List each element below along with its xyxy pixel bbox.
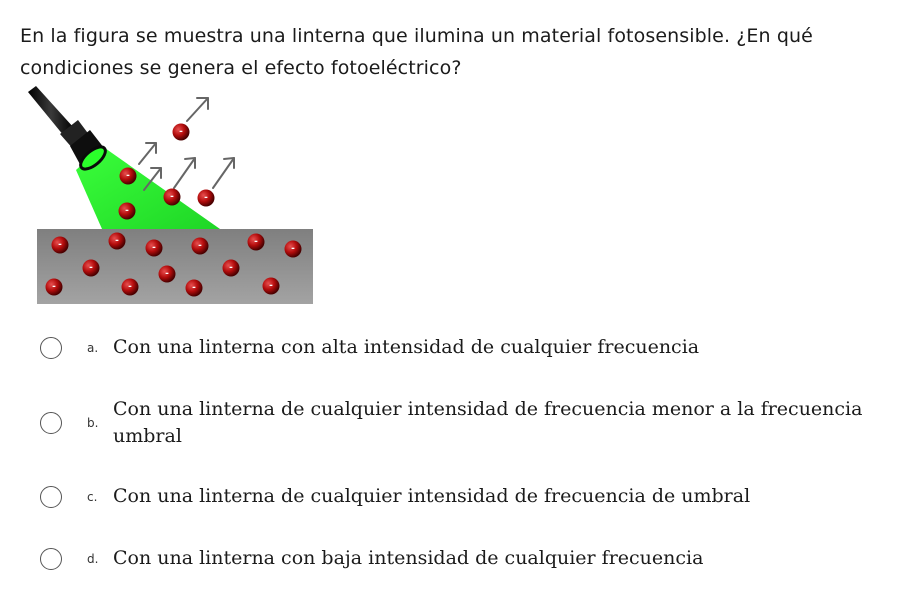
svg-text:-: -	[254, 237, 258, 247]
electron	[186, 280, 203, 297]
question-text: En la figura se muestra una linterna que ilumina un material fotosensible. ¿En qué condiciones se genera el efecto fotoeléctrico?	[20, 25, 813, 79]
option-b[interactable]	[40, 396, 900, 450]
option-d[interactable]	[40, 545, 900, 572]
svg-text:-: -	[58, 240, 62, 250]
option-a[interactable]	[40, 334, 900, 361]
svg-text:-: -	[179, 127, 183, 137]
electron	[52, 237, 69, 254]
option-a-letter: a.	[87, 340, 99, 355]
option-b-text: Con una linterna de cualquier intensidad de frecuencia menor a la frecuencia umbral	[113, 398, 863, 447]
svg-text:-: -	[52, 282, 56, 292]
option-a-radio[interactable]	[40, 337, 62, 359]
svg-text:-: -	[204, 193, 208, 203]
electron	[120, 168, 137, 185]
svg-text:-: -	[152, 243, 156, 253]
option-a-text: Con una linterna con alta intensidad de cualquier frecuencia	[113, 336, 700, 358]
electron	[248, 234, 265, 251]
electron	[146, 240, 163, 257]
option-b-radio[interactable]	[40, 412, 62, 434]
svg-text:-: -	[192, 283, 196, 293]
option-b-letter: b.	[87, 416, 99, 430]
svg-text:-: -	[198, 241, 202, 251]
flashlight-icon	[28, 86, 109, 173]
electron	[46, 279, 63, 296]
svg-text:-: -	[115, 236, 119, 246]
electron	[119, 203, 136, 220]
electron	[83, 260, 100, 277]
svg-text:-: -	[126, 171, 130, 181]
option-c[interactable]	[40, 483, 900, 510]
ejection-arrows	[139, 98, 234, 190]
svg-text:-: -	[291, 244, 295, 254]
electron	[122, 279, 139, 296]
electron	[109, 233, 126, 250]
electron	[159, 266, 176, 283]
svg-text:-: -	[170, 192, 174, 202]
electron	[223, 260, 240, 277]
option-d-text: Con una linterna con baja intensidad de cualquier frecuencia	[113, 547, 704, 569]
svg-text:-: -	[165, 269, 169, 279]
electron	[192, 238, 209, 255]
option-d-letter: d.	[87, 551, 99, 566]
option-c-letter: c.	[87, 489, 98, 504]
electron	[173, 124, 190, 141]
electron	[263, 278, 280, 295]
svg-text:-: -	[229, 263, 233, 273]
svg-text:-: -	[128, 282, 132, 292]
electron	[164, 189, 181, 206]
option-c-text: Con una linterna de cualquier intensidad de frecuencia de umbral	[113, 485, 751, 507]
option-c-radio[interactable]	[40, 486, 62, 508]
electron	[198, 190, 215, 207]
photoelectric-figure	[24, 86, 324, 308]
svg-text:-: -	[89, 263, 93, 273]
svg-text:-: -	[269, 281, 273, 291]
svg-text:-: -	[125, 206, 129, 216]
electron	[285, 241, 302, 258]
option-d-radio[interactable]	[40, 548, 62, 570]
